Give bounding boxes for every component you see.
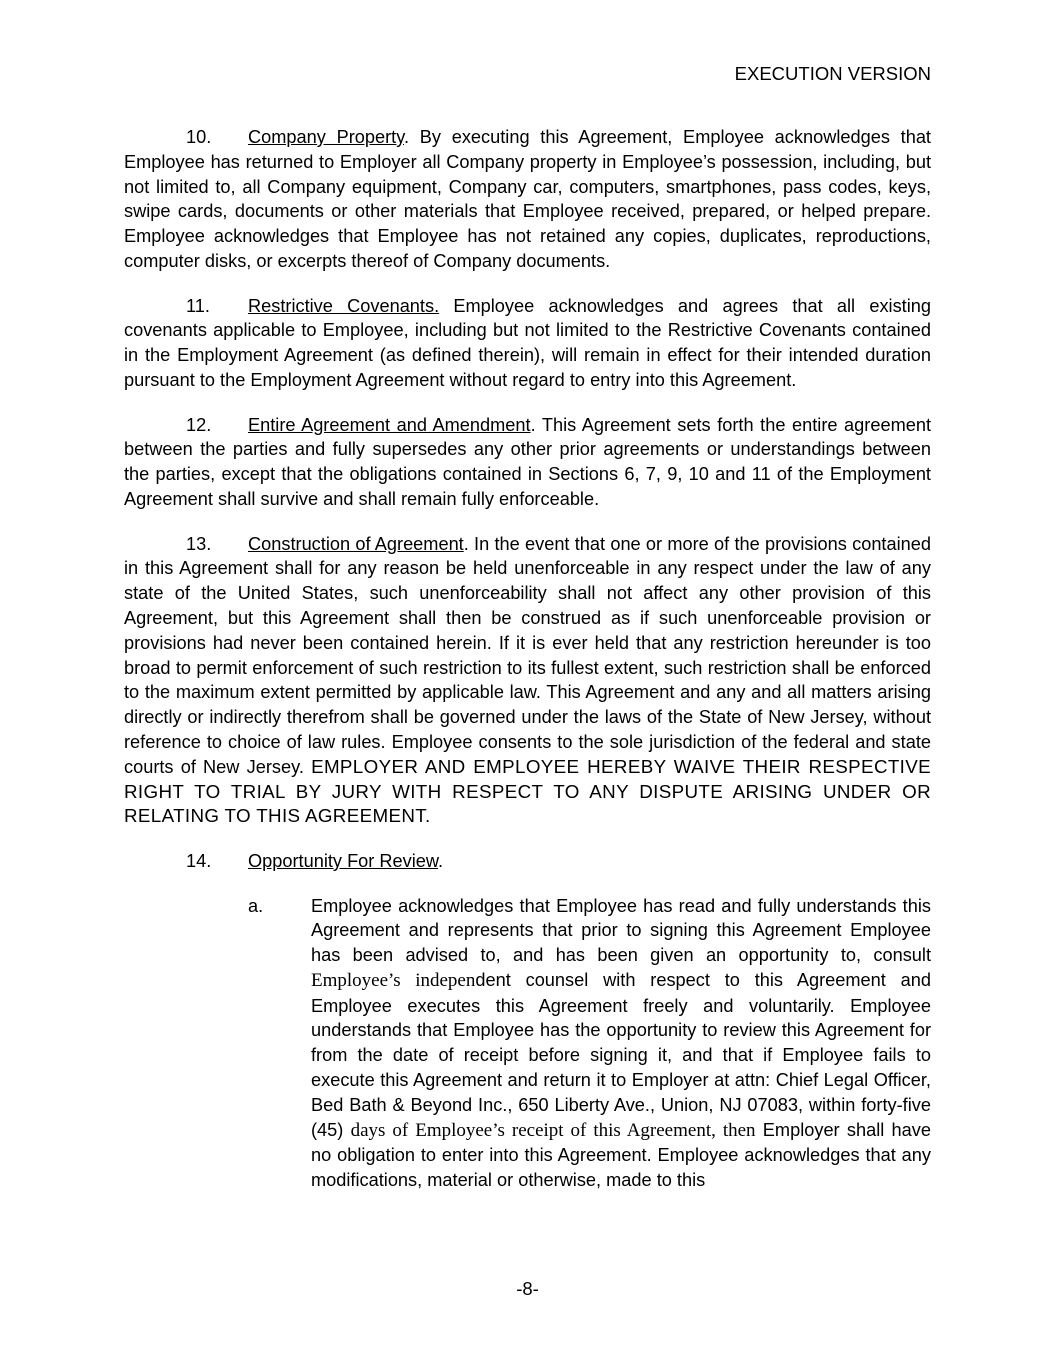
section-body: By executing this Agreement, Employee acknowledges that Employee has returned to Employer all Company property in Employee’s possession, including, but not limited to, all Company equipment, Company car, computers, smartphones, pass codes, keys, swipe cards, documents or other materials that Employee received, prepared, or helped prepare. Employee acknowledges that Employee has not retained any copies, duplicates, reproductions, computer disks, or excerpts thereof of Company documents. (124, 127, 931, 271)
heading-suffix: . (463, 533, 469, 554)
jury-waiver-text: EMPLOYER AND EMPLOYEE HEREBY WAIVE THEIR RESPECTIVE RIGHT TO TRIAL BY JURY WITH RESPECT TO ANY DISPUTE ARISING UNDER OR RELATING TO THIS AGREEMENT. (124, 755, 931, 827)
section-heading: Company Property (248, 127, 404, 147)
section-number: 10. (186, 127, 212, 147)
section-heading: Opportunity For Review (248, 850, 439, 871)
section-13 (124, 532, 931, 830)
subsection-text: dent counsel with respect to this Agreement and Employee executes this Agreement freely and voluntarily. Employee understands that Employee has the opportunity to review this Agreement for from the date of receipt before signing it, and that if Employee fails to execute this Agreement and return it to Employer at attn: Chief Legal Officer, Bed Bath & Beyond Inc., 650 Liberty Ave., Union, NJ 07083, within forty-five (45) (311, 969, 931, 1140)
section-14 (124, 849, 931, 874)
subsection-text: days of Employee’s receipt of this Agreement, then (350, 1119, 756, 1141)
heading-suffix: . (403, 127, 410, 147)
document-body (124, 125, 931, 1193)
section-heading: Entire Agreement and Amendment (248, 414, 531, 435)
page-number: -8- (516, 1278, 539, 1299)
subsection-text: Employee’s indepen (311, 969, 476, 991)
section-heading: Construction of Agreement (248, 533, 464, 554)
section-12 (124, 413, 931, 512)
subsection-letter: a. (248, 895, 264, 916)
subsection-text: Employee acknowledges that Employee has read and fully understands this Agreement and represents that prior to signing this Agreement Employee has been advised to, and has been given an opportunity to, consult (311, 895, 931, 966)
subsection-a (124, 894, 931, 1194)
section-10 (124, 125, 931, 274)
heading-suffix: . (438, 850, 444, 871)
subsection-text: Employer shall have no obligation to enter into this Agreement. Employee acknowledges that any modifications, material or otherwise, made to this (311, 1119, 931, 1191)
section-number: 14. (186, 850, 212, 871)
heading-suffix: . (530, 414, 536, 435)
execution-version-header: EXECUTION VERSION (734, 63, 931, 84)
section-number: 13. (186, 533, 212, 554)
section-11 (124, 294, 931, 393)
section-body: In the event that one or more of the provisions contained in this Agreement shall for any reason be held unenforceable in any respect under the law of any state of the United States, such unenforceability shall not affect any other provision of this Agreement, but this Agreement shall then be construed as if such unenforceable provision or provisions had never been contained herein. If it is ever held that any restriction hereunder is too broad to permit enforcement of such restriction to its fullest extent, such restriction shall be enforced to the maximum extent permitted by applicable law. This Agreement and any and all matters arising directly or indirectly therefrom shall be governed under the laws of the State of New Jersey, without reference to choice of law rules. Employee consents to the sole jurisdiction of the federal and state courts of New Jersey. (124, 533, 931, 777)
section-body: Employee acknowledges and agrees that all existing covenants applicable to Employee, including but not limited to the Restrictive Covenants contained in the Employment Agreement (as defined therein), will remain in effect for their intended duration pursuant to the Employment Agreement without regard to entry into this Agreement. (124, 295, 931, 390)
section-number: 11. (186, 295, 210, 316)
section-heading: Restrictive Covenants. (248, 295, 440, 316)
section-body: This Agreement sets forth the entire agreement between the parties and fully supersedes any other prior agreements or understandings between the parties, except that the obligations contained in Sections 6, 7, 9, 10 and 11 of the Employment Agreement shall survive and shall remain fully enforceable. (124, 414, 931, 509)
section-number: 12. (186, 414, 212, 435)
